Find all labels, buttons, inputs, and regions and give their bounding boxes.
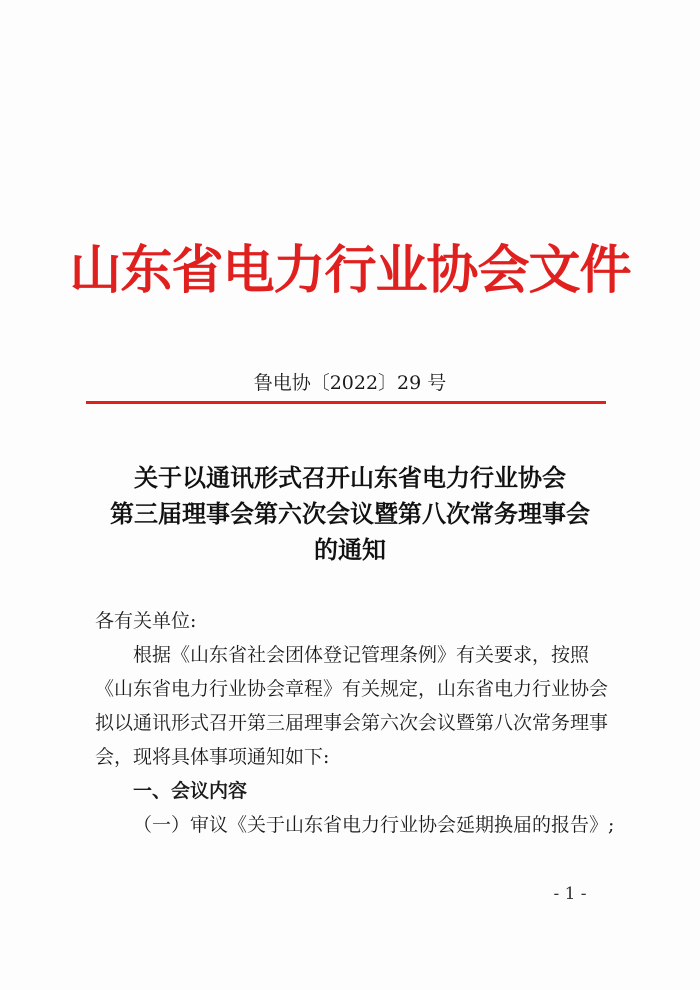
document-body: [95, 604, 615, 842]
title-line-3: 的通知: [314, 535, 386, 564]
red-divider-line: [86, 401, 606, 404]
document-number: 鲁电协〔2022〕29 号: [253, 372, 447, 394]
page-number: - 1 -: [553, 884, 587, 904]
title-line-2: 第三届理事会第六次会议暨第八次常务理事会: [110, 499, 590, 528]
notice-title: [60, 460, 640, 568]
title-line-1: 关于以通讯形式召开山东省电力行业协会: [134, 463, 566, 492]
masthead-title: 山东省电力行业协会文件: [69, 240, 631, 301]
salutation: 各有关单位:: [95, 610, 197, 632]
agenda-item-1: （一）审议《关于山东省电力行业协会延期换届的报告》;: [133, 814, 615, 836]
intro-paragraph: 根据《山东省社会团体登记管理条例》有关要求，按照《山东省电力行业协会章程》有关规定，山东省电力行业协会拟以通讯形式召开第三届理事会第六次会议暨第八次常务理事会，现将具体事项通知如下:: [95, 644, 609, 768]
section-heading: 一、会议内容: [133, 780, 248, 802]
